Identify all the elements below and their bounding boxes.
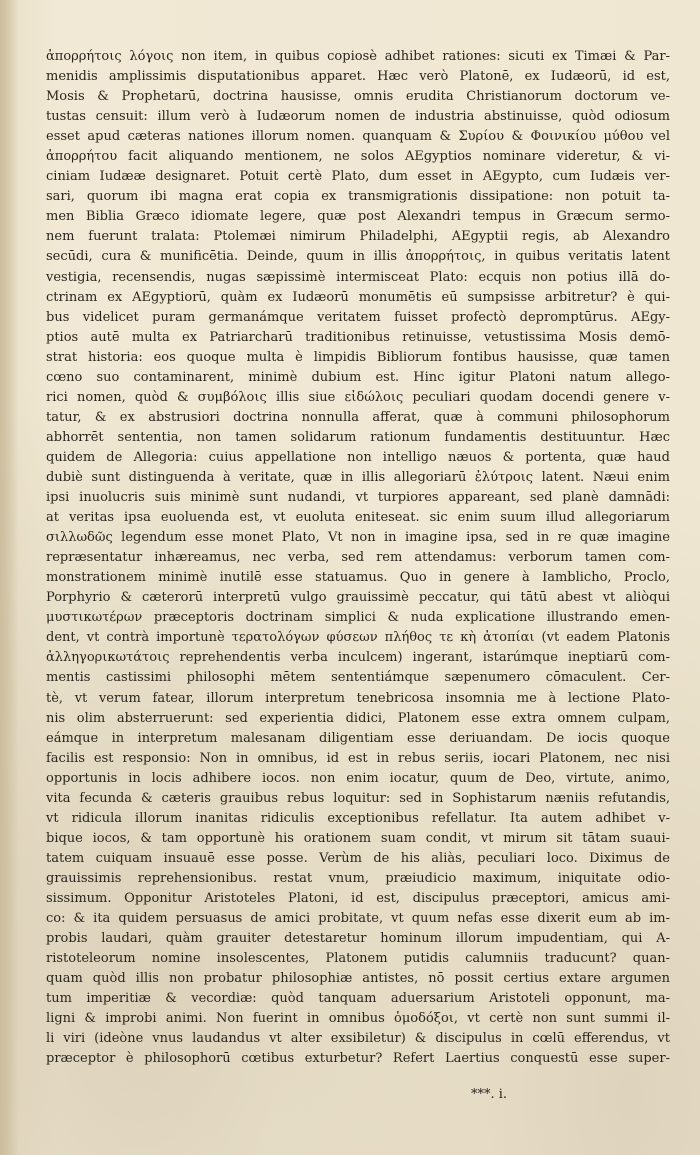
text-line: Mosis & Prophetarū, doctrina hausisse, omnis erudita Christianorum doctorum ve- (46, 89, 670, 105)
text-line: ἀλληγορικωτάτοις reprehendentis verba inculcem) ingerant, istarúmque ineptiarū com- (46, 650, 670, 666)
text-line: bique iocos, & tam opportunè his orationem suam condit, vt mirum sit tātam suaui- (46, 830, 670, 846)
text-line: σιλλωδῶς legendum esse monet Plato, Vt non in imagine ipsa, sed in re quæ imagine (46, 530, 670, 546)
text-line: ptios autē multa ex Patriarcharū traditionibus retinuisse, vetustissima Mosis demō- (46, 329, 670, 345)
text-line: quidem de Allegoria: cuius appellatione non intelligo næuos & portenta, quæ haud (46, 449, 670, 465)
text-line: opportunis in locis adhibere iocos. non enim iocatur, quum de Deo, virtute, animo, (46, 770, 670, 786)
text-line: menidis amplissimis disputationibus apparet. Hæc verò Platonē, ex Iudæorū, id est, (46, 69, 670, 85)
text-line: cœno suo contaminarent, minimè dubium est. Hinc igitur Platoni natum allego- (46, 369, 670, 385)
text-line: co: & ita quidem persuasus de amici probitate, vt quum nefas esse dixerit eum ab im- (46, 911, 670, 927)
text-line: vestigia, recensendis, nugas sæpissimè intermisceat Plato: ecquis non potius illā do- (46, 269, 670, 285)
text-line: sissimum. Opponitur Aristoteles Platoni, id est, discipulus præceptori, amicus ami- (46, 890, 670, 906)
text-line: sari, quorum ibi magna erat copia ex transmigrationis dissipatione: non potuit ta- (46, 189, 670, 205)
text-line: μυστικωτέρων præceptoris doctrinam simplici & nuda explicatione illustrando emen- (46, 610, 670, 626)
text-line: ciniam Iudææ designaret. Potuit certè Plato, dum esset in AEgypto, cum Iudæis ver- (46, 169, 670, 185)
text-line: ipsi inuolucris suis minimè sunt nudandi, vt turpiores appareant, sed planè damnādi: (46, 490, 670, 506)
text-line: tustas censuit: illum verò à Iudæorum nomen de industria abstinuisse, quòd odiosum (46, 109, 670, 125)
text-line: probis laudari, quàm grauiter detestaretur hominum illorum impudentiam, qui A- (46, 931, 670, 947)
text-line: eámque in interpretum malesanam diligentiam esse deriuandam. De iocis quoque (46, 730, 670, 746)
text-line: facilis est responsio: Non in omnibus, id est in rebus seriis, iocari Platonem, nec nisi (46, 750, 670, 766)
text-line: ἀπορρήτοις λόγοις non item, in quibus copiosè adhibet rationes: sicuti ex Timæi & Par- (46, 49, 670, 64)
text-line: bus videlicet puram germanámque veritatem fuisset profectò depromptūrus. AEgy- (46, 309, 670, 325)
text-line: tè, vt verum fatear, illorum interpretum tenebricosa insomnia me à lectione Plato- (46, 690, 670, 706)
text-line: dent, vt contrà importunè τερατολόγων φύσεων πλήθος τε κὴ ἀτοπίαι (vt eadem Platonis (46, 630, 670, 646)
text-line: mentis castissimi philosophi mētem sententiámque sæpenumero cōmaculent. Cer- (46, 670, 670, 686)
signature-mark: ***. i. (471, 1087, 508, 1102)
text-line: strat historia: eos quoque multa è limpidis Bibliorum fontibus hausisse, quæ tamen (46, 349, 670, 365)
text-line: ligni & improbi animi. Non fuerint in omnibus ὁμοδόξοι, vt certè non sunt summi il- (46, 1011, 670, 1027)
text-line: secūdi, cura & munificētia. Deinde, quum in illis ἀπορρήτοις, in quibus veritatis latent (46, 249, 670, 265)
text-line: nem fuerunt tralata: Ptolemæi nimirum Philadelphi, AEgyptii regis, ab Alexandro (46, 229, 670, 245)
text-line: vita fecunda & cæteris grauibus rebus loquitur: sed in Sophistarum næniis refutandis, (46, 790, 670, 806)
text-line: quam quòd illis non probatur philosophiæ antistes, nō possit certius extare argumen (46, 971, 670, 987)
text-line: præceptor è philosophorū cœtibus exturbetur? Refert Laertius conquestū esse super- (46, 1051, 670, 1067)
text-line: tatur, & ex abstrusiori doctrina nonnulla afferat, quæ à communi philosophorum (46, 409, 670, 425)
text-line: tatem cuiquam insuauē esse posse. Verùm de his aliàs, peculiari loco. Diximus de (46, 850, 670, 866)
text-line: monstrationem minimè inutilē esse statuamus. Quo in genere à Iamblicho, Proclo, (46, 570, 670, 586)
text-line: at veritas ipsa euoluenda est, vt euoluta eniteseat. sic enim suum illud allegoriarum (46, 510, 670, 526)
page-gutter-shadow (0, 0, 18, 1155)
text-line: vt ridicula illorum inanitas ridiculis exceptionibus refellatur. Ita autem adhibet v- (46, 810, 670, 826)
text-line: nis olim absterruerunt: sed experientia didici, Platonem esse extra omnem culpam, (46, 710, 670, 726)
text-line (46, 1069, 670, 1089)
text-line: repræsentatur inhæreamus, nec verba, sed rem attendamus: verborum tamen com- (46, 550, 670, 566)
text-line: rici nomen, quòd & συμβόλοις illis siue εἰδώλοις peculiari quodam docendi genere v- (46, 389, 670, 405)
text-line: grauissimis reprehensionibus. restat vnum, præiudicio maximum, iniquitate odio- (46, 870, 670, 886)
body-text (46, 47, 670, 1089)
text-line: ristoteleorum nomine insolescentes, Platonem putidis calumniis traducunt? quan- (46, 951, 670, 967)
text-line: dubiè sunt distinguenda à veritate, quæ in illis allegoriarū ἐλύτροις latent. Næui enim (46, 469, 670, 485)
text-line: li viri (ideòne vnus laudandus vt alter exsibiletur) & discipulus in cœlū efferendus, vt (46, 1031, 670, 1047)
text-line: abhorrēt sententia, non tamen solidarum rationum fundamentis destituuntur. Hæc (46, 429, 670, 445)
text-line: esset apud cæteras nationes illorum nomen. quanquam & Συρίου & Φοινικίου μύθου vel (46, 129, 670, 145)
text-line: Porphyrio & cæterorū interpretū vulgo grauissimè peccatur, qui tātū abest vt aliòqui (46, 590, 670, 606)
text-line: tum imperitiæ & vecordiæ: quòd tanquam aduersarium Aristoteli opponunt, ma- (46, 991, 670, 1007)
text-line: ctrinam ex AEgyptiorū, quàm ex Iudæorū monumētis eū sumpsisse arbitretur? è qui- (46, 289, 670, 305)
text-line: men Biblia Græco idiomate legere, quæ post Alexandri tempus in Græcum sermo- (46, 209, 670, 225)
text-line: ἀπορρήτου facit aliquando mentionem, ne solos AEgyptios nominare videretur, & vi- (46, 149, 670, 165)
